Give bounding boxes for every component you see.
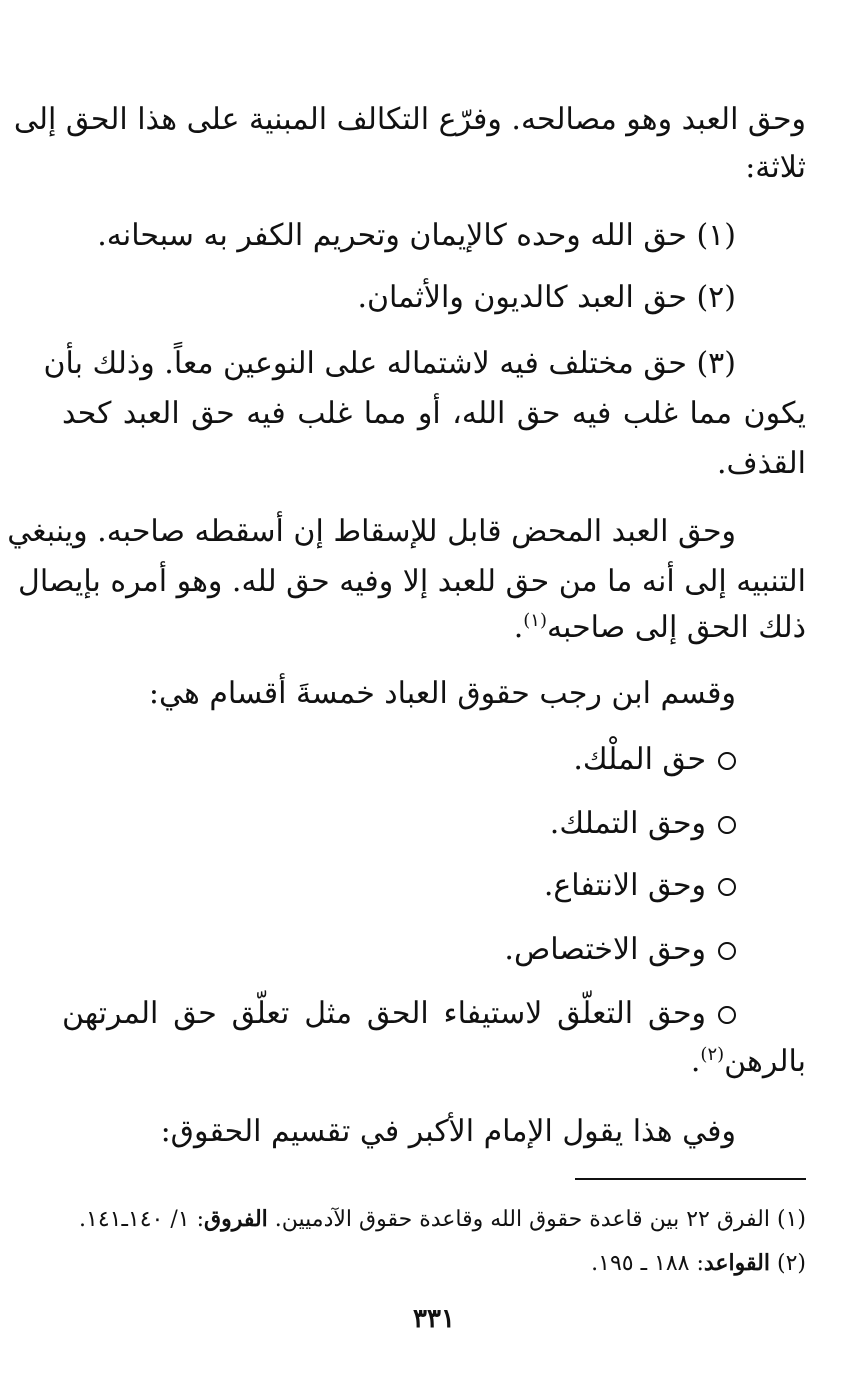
paragraph-line: وفي هذا يقول الإمام الأكبر في تقسيم الحقوق: xyxy=(160,1114,736,1149)
text-line: وحق العبد وهو مصالحه. وفرّع التكالف المبنية على هذا الحق إلى xyxy=(13,102,806,137)
footnote-source: الفروق xyxy=(204,1206,268,1232)
paragraph-line: وحق العبد المحض قابل للإسقاط إن أسقطه صاحبه. وينبغي xyxy=(7,514,736,549)
paragraph-line: وقسم ابن رجب حقوق العباد خمسةَ أقسام هي: xyxy=(148,676,736,711)
text-line xyxy=(62,1040,806,1084)
bullet-item xyxy=(62,738,736,782)
bullet-item xyxy=(62,992,736,1036)
list-item: (١) حق الله وحده كالإيمان وتحريم الكفر به سبحانه. xyxy=(97,218,736,253)
footnote-number: (١) xyxy=(776,1207,806,1232)
text-line: التنبيه إلى أنه ما من حق للعبد إلا وفيه حق لله. وهو أمره بإيصال xyxy=(18,564,806,599)
text-line xyxy=(62,606,806,650)
text-line: يكون مما غلب فيه حق الله، أو مما غلب فيه حق العبد كحد xyxy=(62,396,806,431)
text-line: ثلاثة: xyxy=(745,150,806,185)
bullet-text: وحق الانتفاع. xyxy=(543,868,706,903)
footnote-ref: (١) xyxy=(523,610,547,631)
footnote-text: : ١/ ١٤٠ـ١٤١. xyxy=(79,1207,204,1232)
bullet-item xyxy=(62,802,736,846)
bullet-circle-icon xyxy=(718,878,736,896)
bullet-item xyxy=(62,864,736,908)
bullet-circle-icon xyxy=(718,816,736,834)
footnote-1 xyxy=(62,1202,806,1236)
footnote-ref: (٢) xyxy=(700,1044,725,1065)
list-item: (٣) حق مختلف فيه لاشتماله على النوعين معاً. وذلك بأن xyxy=(43,346,736,381)
bullet-item xyxy=(62,928,736,972)
text-line: القذف. xyxy=(716,446,806,481)
bullet-text: وحق التعلّق لاستيفاء الحق مثل تعلّق حق المرتهن xyxy=(62,996,706,1031)
bullet-text: حق الملْك. xyxy=(573,742,706,777)
bullet-circle-icon xyxy=(718,942,736,960)
footnote-source: القواعد xyxy=(703,1250,770,1276)
bullet-text: وحق الاختصاص. xyxy=(504,932,706,967)
bullet-circle-icon xyxy=(718,1006,736,1024)
footnote-number: (٢) xyxy=(776,1251,806,1276)
list-item: (٢) حق العبد كالديون والأثمان. xyxy=(357,280,736,315)
bullet-text: وحق التملك. xyxy=(549,806,706,841)
footnote-text: : ١٨٨ ـ ١٩٥. xyxy=(591,1251,704,1276)
text-span: . xyxy=(513,610,524,645)
footnote-2 xyxy=(62,1246,806,1280)
bullet-circle-icon xyxy=(718,752,736,770)
text-span: بالرهن xyxy=(724,1044,806,1079)
page-number: ٣٣١ xyxy=(413,1304,455,1334)
footnote-divider xyxy=(575,1178,806,1180)
text-span: . xyxy=(690,1044,701,1079)
text-span: ذلك الحق إلى صاحبه xyxy=(546,610,806,645)
footnote-text: الفرق ٢٢ بين قاعدة حقوق الله وقاعدة حقوق الآدميين. xyxy=(274,1207,770,1232)
